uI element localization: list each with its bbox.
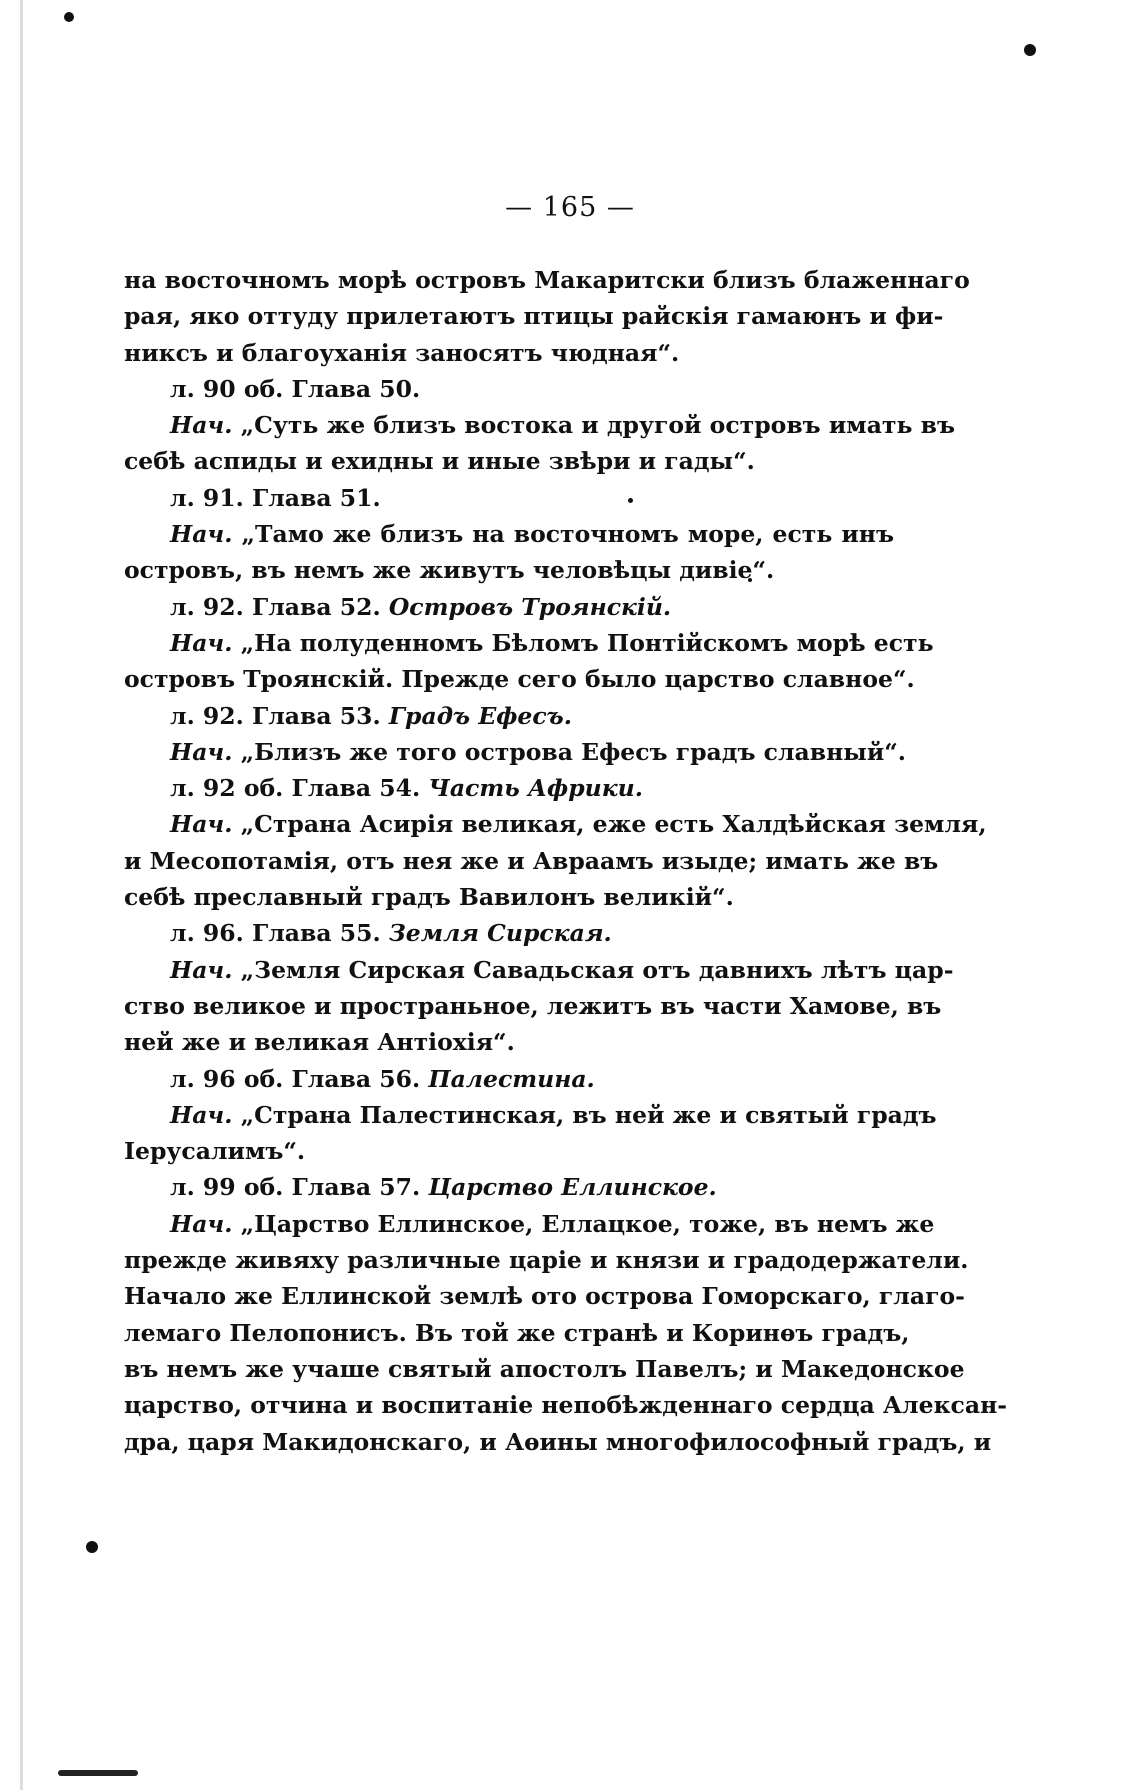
text-line	[124, 1278, 965, 1314]
folio-reference: л. 92. Глава 53.	[170, 701, 381, 730]
line-text: лемаго Пелопонисъ. Въ той же странѣ и Коринѳъ градъ,	[124, 1318, 910, 1347]
line-text: „Страна Асирія великая, еже есть Халдѣйская земля,	[240, 810, 987, 839]
incipit-label: Нач.	[170, 810, 233, 839]
text-line	[124, 552, 894, 588]
line-text: „Суть же близъ востока и другой островъ имать въ	[240, 411, 955, 440]
text-line	[124, 1133, 894, 1169]
line-text: „Близъ же того острова Ефесъ градъ славный“.	[240, 737, 906, 766]
text-line	[124, 1387, 1008, 1423]
incipit-label: Нач.	[170, 628, 233, 657]
folio-heading	[124, 698, 894, 734]
line-text: „Земля Сирская Савадьская отъ давнихъ лѣтъ цар-	[240, 955, 954, 984]
text-line	[124, 843, 939, 879]
line-text: „На полуденномъ Бѣломъ Понтійскомъ морѣ есть	[240, 628, 934, 657]
line-text: ней же и великая Антіохія“.	[124, 1028, 515, 1057]
body-text	[124, 262, 1008, 1460]
line-text: прежде живяху различные царіе и князи и градодержатели.	[124, 1246, 969, 1275]
text-line	[124, 1315, 910, 1351]
folio-heading	[124, 770, 894, 806]
chapter-title: Палестина.	[428, 1064, 595, 1093]
text-line	[124, 1424, 992, 1460]
folio-reference: л. 96. Глава 55.	[170, 919, 381, 948]
text-line	[124, 443, 894, 479]
scan-edge-mark	[20, 0, 23, 1790]
line-text: островъ, въ немъ же живутъ человѣцы дивіе“.	[124, 556, 775, 585]
line-text: и Месопотамія, отъ нея же и Авраамъ изыде; имать же въ	[124, 846, 939, 875]
folio-reference: л. 92 об. Глава 54.	[170, 774, 421, 803]
line-text: въ немъ же учаше святый апостолъ Павелъ; и Македонское	[124, 1354, 965, 1383]
page-number: — 165 —	[505, 192, 635, 223]
chapter-title: Часть Африки.	[428, 774, 643, 803]
line-text: „Царство Еллинское, Еллацкое, тоже, въ немъ же	[240, 1209, 935, 1238]
line-text: островъ Троянскій. Прежде сего было царство славное“.	[124, 665, 915, 694]
folio-reference: л. 91. Глава 51.	[170, 483, 381, 512]
text-line	[124, 407, 955, 443]
folio-reference: л. 99 об. Глава 57.	[170, 1173, 421, 1202]
line-text: Іерусалимъ“.	[124, 1137, 306, 1166]
line-text: Начало же Еллинской землѣ ото острова Гоморскаго, глаго-	[124, 1282, 965, 1311]
line-text: „Тамо же близъ на восточномъ море, есть инъ	[241, 520, 894, 549]
line-text: рая, яко оттуду прилетаютъ птицы райскія гамаюнъ и фи-	[124, 302, 944, 331]
chapter-title: Островъ Троянскій.	[388, 592, 672, 621]
folio-reference: л. 96 об. Глава 56.	[170, 1064, 421, 1093]
line-text: себѣ преславный градъ Вавилонъ великій“.	[124, 883, 734, 912]
text-line	[124, 1351, 965, 1387]
line-text: на восточномъ морѣ островъ Макаритски близъ блаженнаго	[124, 266, 970, 294]
line-text: никсъ и благоуханія заносятъ чюдная“.	[124, 338, 680, 367]
scan-speck	[1024, 44, 1036, 56]
folio-reference: л. 90 об. Глава 50.	[170, 374, 421, 403]
incipit-label: Нач.	[170, 955, 233, 984]
folio-heading	[124, 1061, 894, 1097]
incipit-label: Нач.	[170, 520, 233, 549]
folio-heading	[124, 915, 894, 951]
incipit-label: Нач.	[170, 1209, 233, 1238]
line-text: себѣ аспиды и ехидны и иные звѣри и гады“.	[124, 447, 755, 476]
folio-heading	[124, 1169, 894, 1205]
text-line	[124, 1097, 937, 1133]
text-line	[124, 262, 970, 298]
line-text: царство, отчина и воспитаніе непобѣжденнаго сердца Алексан-	[124, 1391, 1008, 1420]
incipit-label: Нач.	[170, 411, 233, 440]
line-text: дра, царя Макидонскаго, и Аѳины многофилософный градъ, и	[124, 1427, 992, 1456]
scan-speck	[86, 1541, 98, 1553]
text-line	[124, 1242, 969, 1278]
line-text: ство великое и пространьное, лежитъ въ части Хамове, въ	[124, 991, 942, 1020]
text-line	[124, 952, 954, 988]
text-line	[124, 806, 987, 842]
text-line	[124, 335, 894, 371]
text-line	[124, 661, 915, 697]
text-line	[124, 734, 906, 770]
folio-reference: л. 92. Глава 52.	[170, 592, 381, 621]
text-line	[124, 1024, 894, 1060]
folio-heading	[124, 371, 894, 407]
text-line	[124, 1206, 935, 1242]
text-line	[124, 988, 942, 1024]
folio-heading	[124, 589, 894, 625]
folio-heading	[124, 480, 894, 516]
chapter-title: Царство Еллинское.	[428, 1173, 717, 1202]
chapter-title: Земля Сирская.	[388, 919, 612, 948]
chapter-title: Градъ Ефесъ.	[388, 701, 572, 730]
text-line	[124, 879, 894, 915]
scan-speck	[64, 12, 74, 22]
text-line	[124, 298, 944, 334]
text-line	[124, 625, 934, 661]
scan-edge-mark	[58, 1770, 138, 1776]
incipit-label: Нач.	[170, 1100, 233, 1129]
incipit-label: Нач.	[170, 737, 233, 766]
text-line	[124, 516, 894, 552]
line-text: „Страна Палестинская, въ ней же и святый градъ	[240, 1100, 937, 1129]
